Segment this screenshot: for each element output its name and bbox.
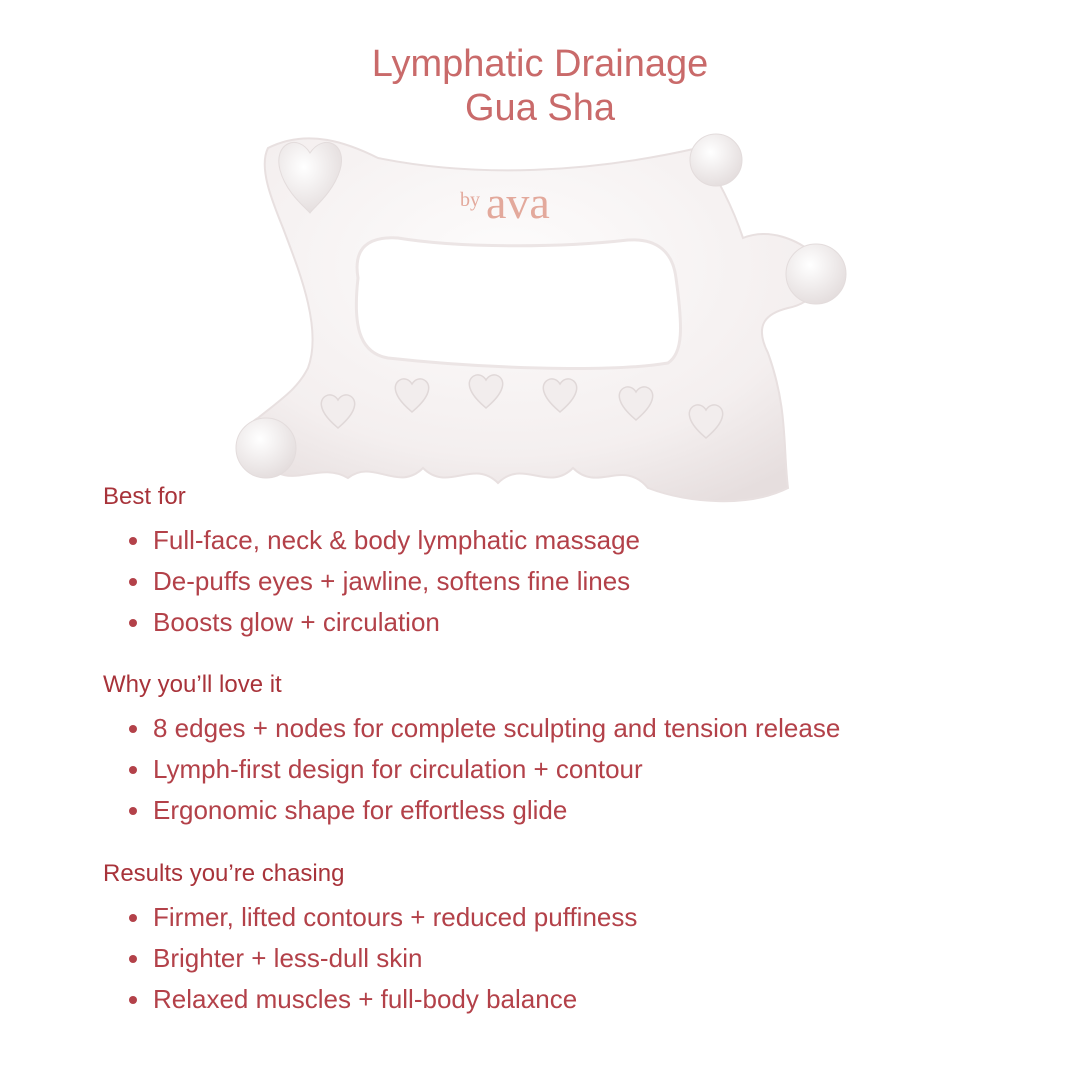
list-item: Brighter + less-dull skin bbox=[127, 938, 1003, 979]
list-item: Lymph-first design for circulation + contour bbox=[127, 749, 1003, 790]
list-item: Relaxed muscles + full-body balance bbox=[127, 979, 1003, 1020]
section-heading: Best for bbox=[103, 483, 186, 510]
section-why-love-it bbox=[103, 670, 1003, 831]
list-item: Boosts glow + circulation bbox=[127, 602, 1003, 643]
title-line-1: Lymphatic Drainage bbox=[371, 43, 709, 85]
brand-logo-prefix: by bbox=[460, 189, 480, 211]
list-item: Firmer, lifted contours + reduced puffiness bbox=[127, 897, 1003, 938]
ball-knob-bottom-left bbox=[236, 418, 296, 478]
list-item: 8 edges + nodes for complete sculpting and tension release bbox=[127, 708, 1003, 749]
list-item: Ergonomic shape for effortless glide bbox=[127, 790, 1003, 831]
ball-knob-right bbox=[786, 244, 846, 304]
bullet-list bbox=[103, 708, 1003, 831]
bullet-list bbox=[103, 897, 1003, 1020]
section-heading: Results you’re chasing bbox=[103, 860, 345, 887]
handle-opening bbox=[356, 238, 680, 369]
gua-sha-product-image bbox=[228, 108, 868, 518]
ball-knob-top-right bbox=[690, 134, 742, 186]
list-item: De-puffs eyes + jawline, softens fine lines bbox=[127, 561, 1003, 602]
bullet-list bbox=[103, 520, 1003, 643]
brand-logo: ava bbox=[486, 177, 550, 228]
list-item: Full-face, neck & body lymphatic massage bbox=[127, 520, 1003, 561]
section-heading: Why you’ll love it bbox=[103, 671, 282, 698]
section-results bbox=[103, 859, 1003, 1020]
gua-sha-tool-illustration bbox=[228, 108, 868, 518]
title-line-2: Gua Sha bbox=[465, 87, 615, 129]
section-best-for bbox=[103, 482, 1003, 643]
